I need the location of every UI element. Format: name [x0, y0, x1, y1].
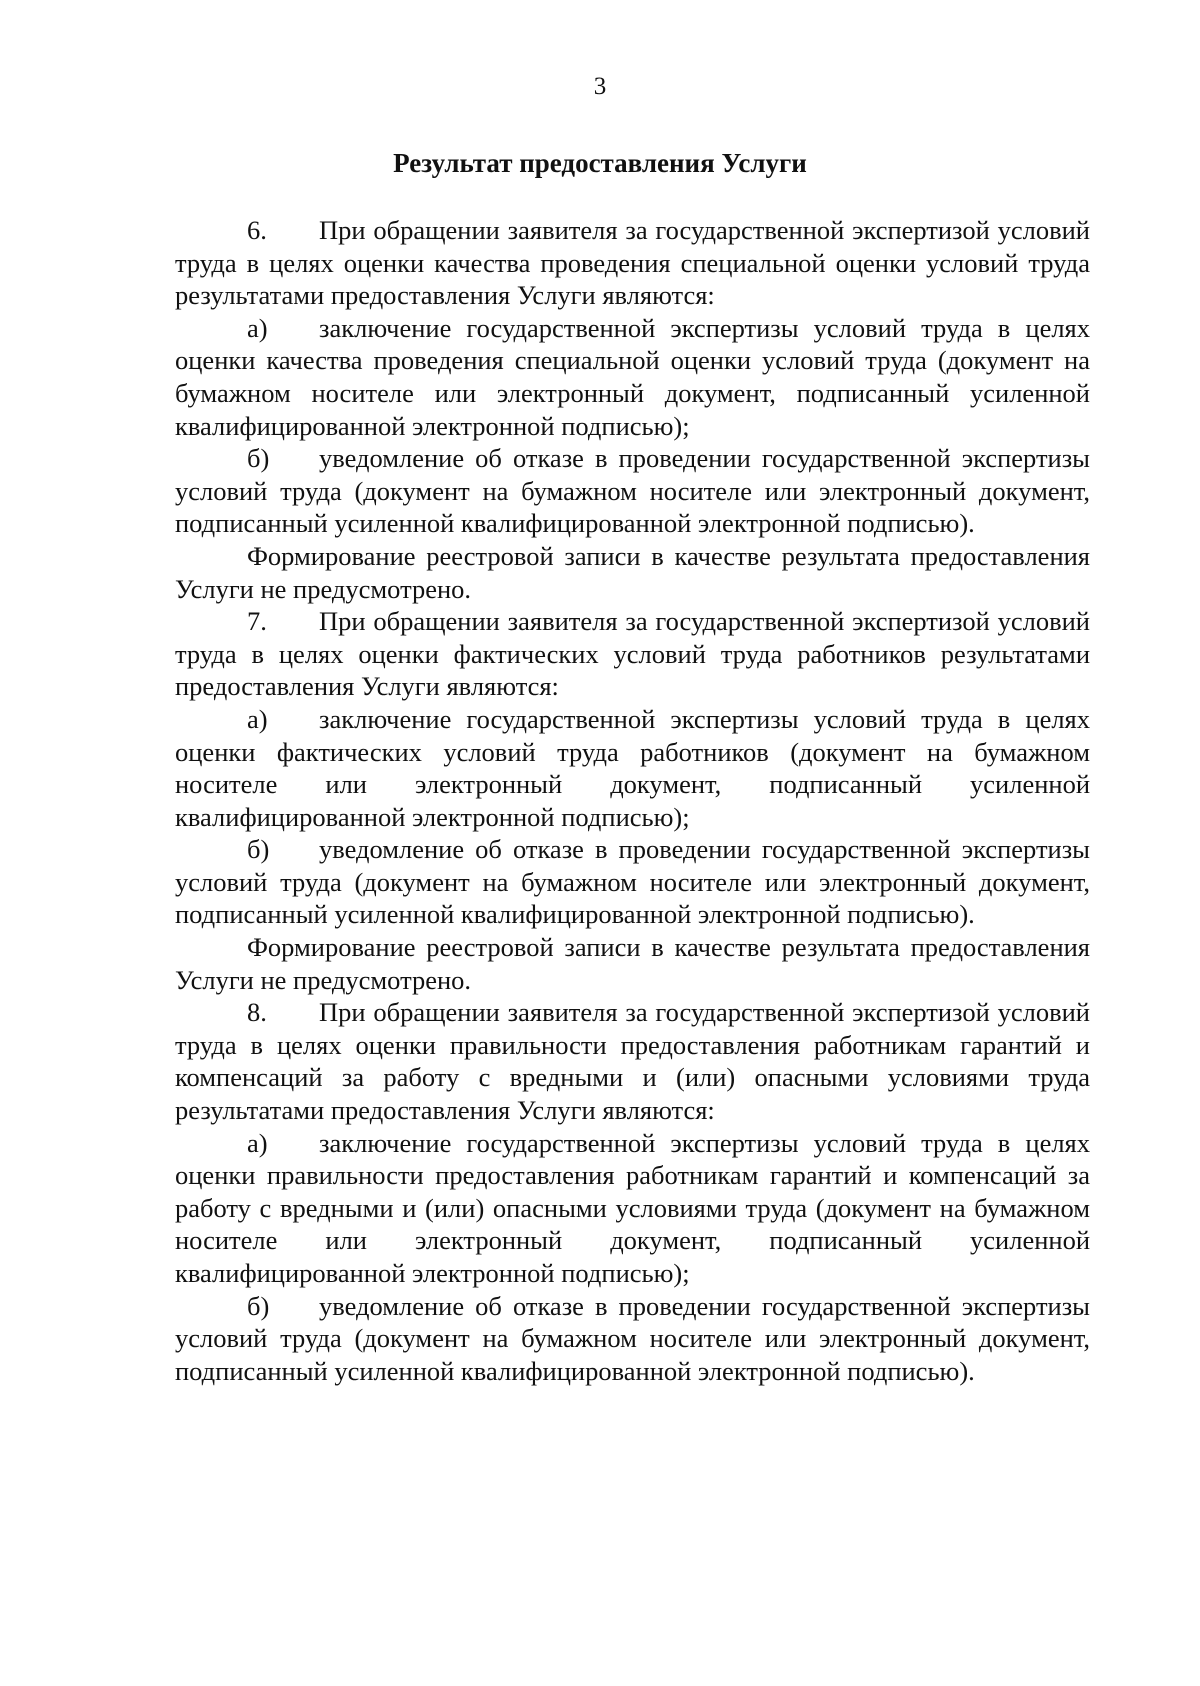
paragraph-text: При обращении заявителя за государственной экспертизой условий труда в целях оценки качества проведения специальной оценки условий труда результатами предоставления Услуги являются: — [175, 215, 1090, 311]
document-body — [175, 214, 1090, 1387]
paragraph-8-b — [175, 1290, 1090, 1388]
paragraph-text: Формирование реестровой записи в качестве результата предоставления Услуги не предусмотрено. — [175, 932, 1090, 995]
paragraph-7-a — [175, 703, 1090, 833]
paragraph-text: уведомление об отказе в проведении государственной экспертизы условий труда (документ на бумажном носителе или электронный документ, подписанный усиленной квалифицированной электронной подписью). — [175, 1290, 1090, 1386]
paragraph-text: уведомление об отказе в проведении государственной экспертизы условий труда (документ на бумажном носителе или электронный документ, подписанный усиленной квалифицированной электронной подписью). — [175, 443, 1090, 539]
paragraph-marker: б) — [247, 834, 270, 865]
paragraph-8 — [175, 996, 1090, 1126]
paragraph-marker: 8. — [247, 997, 267, 1028]
paragraph-text: При обращении заявителя за государственной экспертизой условий труда в целях оценки фактических условий труда работников результатами предоставления Услуги являются: — [175, 606, 1090, 702]
paragraph-marker: 6. — [247, 215, 267, 245]
paragraph-marker: а) — [247, 1127, 268, 1158]
paragraph-text: заключение государственной экспертизы условий труда в целях оценки качества проведения специальной оценки условий труда (документ на бумажном носителе или электронный документ, подписанный усиленной квалифицированной электронной подписью); — [175, 312, 1090, 441]
paragraph-7-registry-note — [175, 931, 1090, 996]
paragraph-6-b — [175, 442, 1090, 540]
paragraph-marker: а) — [247, 312, 268, 343]
paragraph-text: заключение государственной экспертизы условий труда в целях оценки правильности предоставления работникам гарантий и компенсаций за работу с вредными и (или) опасными условиями труда (документ на бумажном носителе или электронный документ, подписанный усиленной квалифицированной электронной подписью); — [175, 1127, 1090, 1288]
paragraph-6 — [175, 214, 1090, 312]
paragraph-marker: а) — [247, 703, 268, 734]
paragraph-6-a — [175, 312, 1090, 442]
paragraph-7-b — [175, 833, 1090, 931]
paragraph-text: уведомление об отказе в проведении государственной экспертизы условий труда (документ на бумажном носителе или электронный документ, подписанный усиленной квалифицированной электронной подписью). — [175, 834, 1090, 930]
paragraph-6-registry-note — [175, 540, 1090, 605]
paragraph-text: Формирование реестровой записи в качестве результата предоставления Услуги не предусмотрено. — [175, 540, 1090, 604]
paragraph-7 — [175, 605, 1090, 703]
paragraph-marker: 7. — [247, 606, 267, 637]
paragraph-text: При обращении заявителя за государственной экспертизой условий труда в целях оценки правильности предоставления работникам гарантий и компенсаций за работу с вредными и (или) опасными условиями труда результатами предоставления Услуги являются: — [175, 997, 1090, 1126]
paragraph-marker: б) — [247, 443, 270, 474]
paragraph-8-a — [175, 1127, 1090, 1290]
section-heading: Результат предоставления Услуги — [393, 148, 807, 178]
paragraph-marker: б) — [247, 1290, 270, 1321]
paragraph-text: заключение государственной экспертизы условий труда в целях оценки фактических условий труда работников (документ на бумажном носителе или электронный документ, подписанный усиленной квалифицированной электронной подписью); — [175, 703, 1090, 832]
page-number: 3 — [593, 73, 607, 100]
